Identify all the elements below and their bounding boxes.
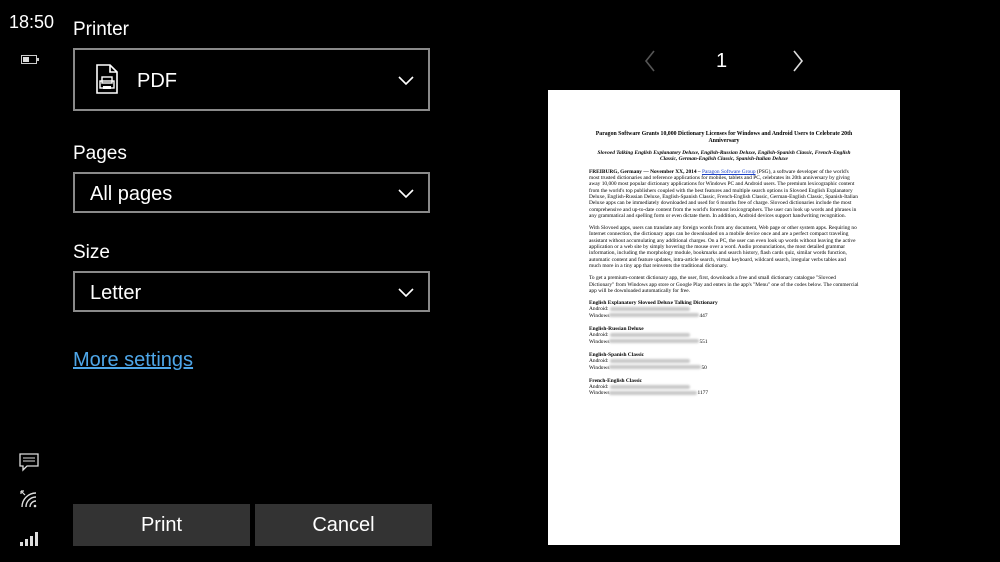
doc-paragraph: To get a premium-content dictionary app, the user, first, downloads a free and small dictionary catalogue "Slovoed Dictionary" from Windows app store or Google Play and enters in the app's "Menu" one of the codes below. The commercial app will be downloaded automatically for free. bbox=[589, 275, 859, 294]
entry-windows-tail: 447 bbox=[699, 312, 708, 319]
doc-subtitle: Slovoed Talking English Explanatory Deluxe, English-Russian Deluxe, English-Spanish Classic, French-English Classic, German-English Classic, Spanish-Italian Deluxe bbox=[597, 150, 851, 163]
redacted-code bbox=[609, 339, 699, 343]
printer-label: Printer bbox=[73, 19, 129, 40]
chevron-right-icon[interactable] bbox=[792, 50, 804, 72]
entry-android-label: Android: bbox=[589, 384, 609, 391]
entry-windows-label: Windows bbox=[589, 338, 610, 345]
doc-dateline: FREIBURG, Germany — November XX, 2014 – bbox=[589, 168, 702, 175]
license-entry bbox=[589, 326, 859, 345]
redacted-code bbox=[609, 391, 697, 395]
entry-name: English-Spanish Classic bbox=[589, 351, 644, 358]
pages-label: Pages bbox=[73, 143, 127, 164]
wifi-icon[interactable] bbox=[18, 487, 40, 511]
doc-title: Paragon Software Grants 10,000 Dictionary Licenses for Windows and Android Users to Celebrate 20th Anniversary bbox=[595, 131, 853, 144]
entry-windows-label: Windows bbox=[589, 312, 610, 319]
action-center-icon[interactable] bbox=[18, 451, 40, 473]
entry-windows-label: Windows bbox=[589, 390, 610, 397]
license-entry bbox=[589, 352, 859, 371]
size-label: Size bbox=[73, 242, 110, 263]
redacted-code bbox=[609, 313, 699, 317]
entry-windows-tail: 50 bbox=[701, 364, 707, 371]
license-entry bbox=[589, 378, 859, 397]
entry-name: English Explanatory Slovoed Deluxe Talking Dictionary bbox=[589, 300, 718, 307]
pdf-printer-icon bbox=[92, 61, 122, 97]
signal-strength-icon bbox=[18, 530, 40, 548]
chevron-down-icon bbox=[398, 288, 414, 298]
license-entry bbox=[589, 300, 859, 319]
redacted-code bbox=[610, 359, 690, 363]
printer-value: PDF bbox=[137, 70, 177, 92]
chevron-left-icon[interactable] bbox=[644, 50, 656, 72]
entry-name: English-Russian Deluxe bbox=[589, 326, 644, 333]
doc-paragraph bbox=[589, 169, 859, 219]
page-number: 1 bbox=[716, 50, 728, 72]
pages-value: All pages bbox=[90, 183, 173, 205]
entry-android-label: Android: bbox=[589, 306, 609, 313]
page-navigator bbox=[640, 47, 810, 75]
battery-icon bbox=[21, 55, 37, 64]
pages-select[interactable] bbox=[73, 172, 430, 213]
chevron-down-icon bbox=[398, 189, 414, 199]
entry-windows-tail: 551 bbox=[699, 338, 708, 345]
print-preview-page bbox=[548, 90, 900, 545]
clock: 18:50 bbox=[9, 12, 55, 32]
printer-select[interactable] bbox=[73, 48, 430, 111]
redacted-code bbox=[610, 333, 690, 337]
entry-name: French-English Classic bbox=[589, 377, 643, 384]
redacted-code bbox=[610, 385, 690, 389]
doc-link: Paragon Software Group bbox=[701, 168, 756, 175]
entry-windows-tail: 1177 bbox=[697, 390, 709, 397]
redacted-code bbox=[609, 365, 701, 369]
print-button[interactable]: Print bbox=[73, 504, 250, 546]
redacted-code bbox=[610, 307, 690, 311]
chevron-down-icon bbox=[398, 76, 414, 86]
size-select[interactable] bbox=[73, 271, 430, 312]
doc-paragraph: With Slovoed apps, users can translate any foreign words from any document, Web page or other system apps. Requiring no Internet connection, the dictionary apps can be downloaded on a mobile device once and are a perfect compact traveling assistant without accumulating any additional charges. On a PC, the user can even look up words without leaving the active application or a web site by simply hovering the mouse over a word. Audio pronunciations, the most detailed grammar information, including the morphology module, bookmarks and search history, flash cards quiz, similar words function, automatic content and feature updates, intra-article search, virtual keyboard, wildcard search, irregular verbs tables and much more in a tiny app that reinvents the traditional dictionary. bbox=[589, 225, 857, 269]
status-bar bbox=[0, 0, 58, 562]
size-value: Letter bbox=[90, 282, 142, 304]
cancel-button[interactable]: Cancel bbox=[255, 504, 432, 546]
entry-android-label: Android: bbox=[589, 332, 609, 339]
entry-windows-label: Windows bbox=[589, 364, 610, 371]
more-settings-link[interactable]: More settings bbox=[73, 349, 194, 371]
doc-paragraph-text: (PSG), a software developer of the world's most trusted dictionaries and reference applications for mobiles, tablets and PC, celebrates its 20th anniversary by giving away 10,000 most popular dictionary applications for Windows PC and Android users. The premium lexicographic content from the world's top publishers coupled with the best features and multiple search options in Slovoed English Explanatory Deluxe, English-Russian Deluxe, English-Spanish Classic, French-English Classic, German-English Classic, Spanish-Italian Deluxe apps can be immediately downloaded and used for 6 months free of charge. Slovoed dictionaries include the most comprehensive and up-to-date content from the world's foremost lexicographers. The user can look up words and phrases in any grammatical and spelling form or even dictate them. In addition, Android devices support handwriting recognition. bbox=[589, 168, 858, 219]
entry-android-label: Android: bbox=[589, 358, 609, 365]
